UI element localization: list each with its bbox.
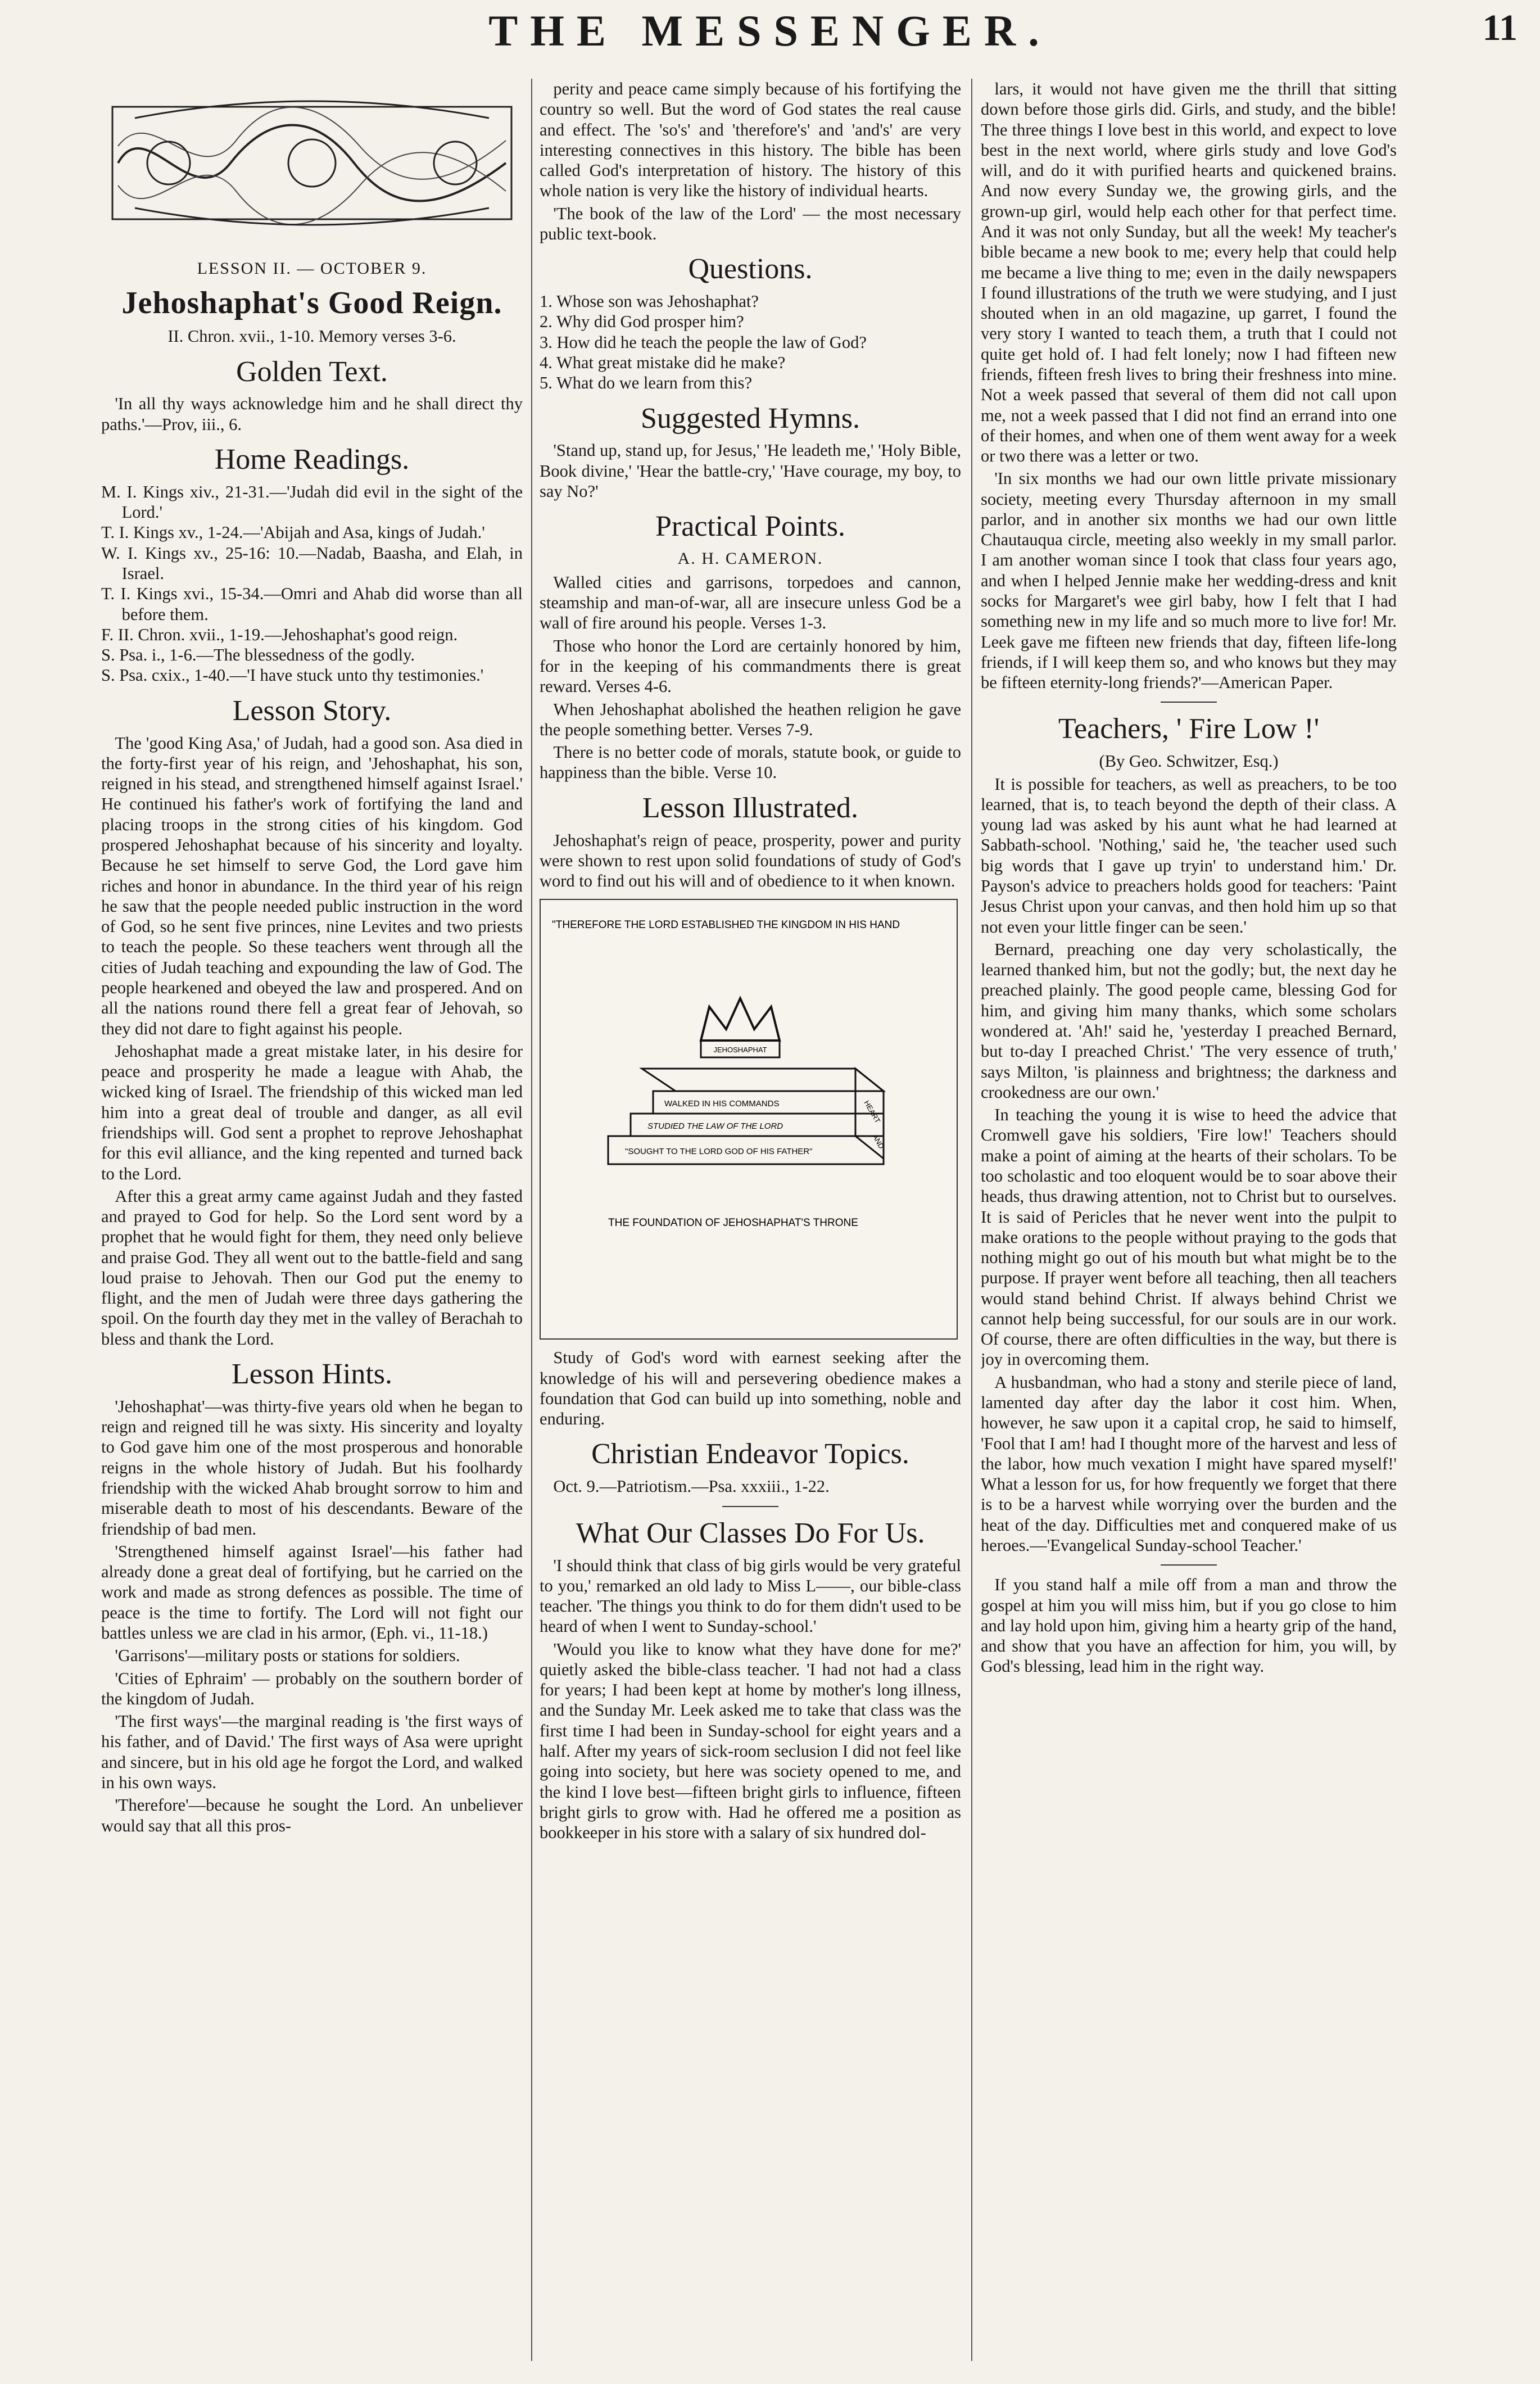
endeavor-text: Oct. 9.—Patriotism.—Psa. xxxiii., 1-22. (553, 1477, 830, 1496)
illustration-bottom-caption: THE FOUNDATION OF JEHOSHAPHAT'S THRONE (608, 1217, 858, 1229)
crown-icon (701, 998, 780, 1057)
home-readings-heading: Home Readings. (214, 444, 410, 476)
teachers-paragraph: It is possible for teachers, as well as preachers, to be too learned, that is, to teach beyond the depth of their class. A young lad was asked by his aunt what he had learned at Sabbath-school. 'Nothing,' said he, 'the teacher used such big words that I gave up tryin' to understand him.' Dr. Payson's advice to preachers holds good for teachers: 'Paint Jesus Christ upon your canvas, and then hold him up so that not even your little finger can be seen.' (981, 774, 1397, 937)
golden-text: 'In all thy ways acknowledge him and he shall direct thy paths.'—Prov, iii., 6. (101, 394, 523, 434)
illustrated-after: Study of God's word with earnest seeking after the knowledge of his will and persevering obedience makes a foundation that God can build up into something, noble and enduring. (540, 1348, 961, 1429)
story-paragraph: Jehoshaphat made a great mistake later, in his desire for peace and prosperity he made a league with Ahab, the wicked king of Israel. The friendship of this wicked man led him into a great deal of trouble and danger, as all evil friendships will. God sent a prophet to reprove Jehoshaphat for this evil alliance, and the king repented and turned back to the Lord. (101, 1041, 523, 1183)
step-three-label: "SOUGHT TO THE LORD GOD OF HIS FATHER" (625, 1147, 813, 1157)
practical-author: A. H. CAMERON. (677, 549, 823, 568)
practical-point: Those who honor the Lord are certainly honored by him, for in the keeping of his commandments there is great reward. Verses 4-6. (540, 636, 961, 696)
home-reading: S. Psa. cxix., 1-40.—'I have stuck unto thy testimonies.' (101, 666, 484, 685)
ornamental-banner-icon (101, 79, 523, 247)
endeavor-heading: Christian Endeavor Topics. (591, 1438, 909, 1471)
question: 4. What great mistake did he make? (540, 352, 786, 372)
section-divider (1161, 702, 1217, 703)
continuation-paragraph: lars, it would not have given me the thrill that sitting down before those girls did. Girls, and study, and the bible! The three things I love best in this world, and expect to love best in the next world, where girls study and love God's will, and do it with purified hearts and quickened brains. And now every Sunday we, the growing girls, and the grown-up girl, would help each other for that perfect time. And it was not only Sunday, but all the week! My teacher's bible became a new book to me; every help that could help me became a live thing to me; even in the daily newspapers I found illustrations of the truth we were studying, and I just shouted when in an old magazine, up garret, I found the very story I wanted to teach them, a truth that I could not quite get hold of. I had felt lonely; now I had fifteen new friends, fifteen fresh lives to bring their freshness into mine. Not a week passed that several of them did not call upon me, not a week passed that I did not find an errand into one of their homes, and when one of them went away for a week or two there was a letter or two. (981, 79, 1397, 466)
question: 3. How did he teach the people the law of God? (540, 332, 867, 352)
page-number: 11 (1482, 7, 1518, 48)
illustration-top-caption: "THEREFORE THE LORD ESTABLISHED THE KINGDOM IN HIS HAND (552, 919, 900, 931)
continuation-paragraph: 'In six months we had our own little private missionary society, meeting every Thursday afternoon in my small parlor, and in another six months we had our own little Chautauqua circle, meeting also weekly in my small parlor. I am another woman since I took that class four years ago, and when I helped Jennie make her wedding-dress and knit socks for Margaret's wee girl baby, how I felt that I had something new in my life and so much more to live for! Mr. Leek gave me fifteen new friends that day, fifteen life-long friends, if I will keep them so, and who knows but they may be fifteen eternity-long friends?'—American Paper. (981, 469, 1397, 693)
practical-point: There is no better code of morals, statute book, or guide to happiness than the bible. Verse 10. (540, 743, 961, 782)
teachers-paragraph: Bernard, preaching one day very scholastically, the learned thanked him, but not the godly; but, the next day he preached plainly. The good people came, blessing God for him, and giving him many thanks, which some scholars wondered at. 'Ah!' said he, 'yesterday I preached Bernard, but to-day I preached Christ.' 'The very essence of truth,' says Milton, 'is plainness and brightness; the darkness and crookedness are our own.' (981, 939, 1397, 1102)
story-paragraph: After this a great army came against Judah and they fasted and prayed to God for help. So the Lord sent word by a prophet that he would fight for them, they need only believe and praise God. They all went out to the battle-field and sang loud praise to Jehovah. Then our God put the enemy to flight, and the men of Judah were three days gathering the spoil. On the fourth day they met in the valley of Berachah to bless and thank the Lord. (101, 1186, 523, 1349)
side-label-and: AND (871, 1133, 886, 1151)
classes-paragraph: 'Would you like to know what they have done for me?' quietly asked the bible-class teacher. 'I had not had a class for years; I had been kept at home by mother's long illness, and the Sunday Mr. Leek asked me to take that class was the first time I had been in Sunday-school for eight years and a half. After my years of sick-room seclusion I did not feel like going into society, but here was society opened to me, and the kind I love best—fifteen bright girls to influence, fifteen bright girls to grow with. Had he offered me a position as bookkeeper in his store with a salary of six hundred dol- (540, 1639, 961, 1843)
lesson-hints-heading: Lesson Hints. (232, 1358, 392, 1391)
hint-paragraph: 'The first ways'—the marginal reading is 'the first ways of his father, and of David.' The first ways of Asa were upright and sincere, but in his old age he forgot the Lord, and walked in his own ways. (101, 1712, 523, 1792)
closing-paragraph: If you stand half a mile off from a man and throw the gospel at him you will miss him, but if you go close to him and lay hold upon him, giving him a hearty grip of the hand, and show that you have an affection for him, you will, by God's blessing, lead him in the right way. (981, 1575, 1397, 1676)
teachers-heading: Teachers, ' Fire Low !' (1058, 713, 1320, 745)
question: 5. What do we learn from this? (540, 373, 753, 393)
step-one-label: WALKED IN HIS COMMANDS (664, 1099, 780, 1109)
step-two-label: STUDIED THE LAW OF THE LORD (647, 1121, 783, 1132)
masthead (0, 0, 1540, 53)
lesson-reference: II. Chron. xvii., 1-10. Memory verses 3-6. (167, 327, 456, 346)
section-divider (1161, 1564, 1217, 1566)
lesson-story-heading: Lesson Story. (232, 694, 392, 727)
lesson-title: Jehoshaphat's Good Reign. (121, 285, 502, 320)
classes-paragraph: 'I should think that class of big girls would be very grateful to you,' remarked an old lady to Miss L——, our bible-class teacher. 'The things you think to do for them didn't used to be heard of when I went to Sunday-school.' (540, 1555, 961, 1636)
column-divider (971, 79, 972, 2361)
home-reading: M. I. Kings xiv., 21-31.—'Judah did evil in the sight of the Lord.' (101, 482, 523, 522)
home-reading: T. I. Kings xvi., 15-34.—Omri and Ahab did worse than all before them. (101, 584, 523, 624)
crown-label: JEHOSHAPHAT (713, 1046, 767, 1055)
sabbath-school-banner (101, 79, 523, 247)
illustrated-heading: Lesson Illustrated. (642, 791, 859, 824)
teachers-paragraph: A husbandman, who had a stony and sterile piece of land, lamented day after day the labor it cost him. When, however, he saw upon it a capital crop, he said to himself, 'Fool that I am! had I thought more of the harvest and less of the labor, how much vexation I might have spared myself!' What a lesson for us, for how frequently we forget that there is to be a harvest while worrying over the burden and the heat of the day. Difficulties met and conquered make of us heroes.—'Evangelical Sunday-school Teacher.' (981, 1372, 1397, 1555)
practical-point: Walled cities and garrisons, torpedoes and cannon, steamship and man-of-war, all are insecure unless God be a wall of fire around his people. Verses 1-3. (540, 572, 961, 633)
question: 1. Whose son was Jehoshaphat? (540, 292, 759, 311)
hint-paragraph: 'Jehoshaphat'—was thirty-five years old when he began to reign and reigned till he was sixty. His sincerity and loyalty to God gave him one of the most prosperous and honorable reigns in the whole history of Judah. But his foolhardy friendship with the wicked Ahab brought sorrow to him and miserable death to most of his descendants. Beware of the friendship of bad men. (101, 1396, 523, 1539)
side-label-heart: HEART (862, 1099, 882, 1125)
column-1 (101, 79, 523, 2361)
questions-heading: Questions. (688, 253, 813, 286)
practical-points-heading: Practical Points. (655, 510, 845, 543)
home-reading: W. I. Kings xv., 25-16: 10.—Nadab, Baasha, and Elah, in Israel. (101, 543, 523, 583)
hymns-text: 'Stand up, stand up, for Jesus,' 'He leadeth me,' 'Holy Bible, Book divine,' 'Hear the battle-cry,' 'Have courage, my boy, to say No?' (540, 441, 961, 501)
home-reading: S. Psa. i., 1-6.—The blessedness of the godly. (101, 645, 415, 665)
golden-text-heading: Golden Text. (236, 355, 388, 388)
teachers-author: (By Geo. Schwitzer, Esq.) (1099, 752, 1279, 771)
teachers-paragraph: In teaching the young it is wise to heed the advice that Cromwell gave his soldiers, 'Fire low!' Teachers should make a point of aiming at the hearts of their scholars. To be too scholastic and too eloquent would be to soar above their heads, thus drawing attention, not to Christ but to ourselves. It is said of Pericles that he never went into the pulpit to make orations to the people without praying to the gods that nothing might go out of his mouth but what might be to the purpose. If prayer went before all teaching, then all teachers would stand behind Christ. If always behind Christ we cannot help being successful, for our souls are in our work. Of course, there are often difficulties in the way, but there is joy in overcoming them. (981, 1105, 1397, 1369)
question: 2. Why did God prosper him? (540, 312, 744, 332)
column-3 (981, 79, 1397, 2361)
practical-point: When Jehoshaphat abolished the heathen religion he gave the people something better. Verses 7-9. (540, 699, 961, 739)
continuation-paragraph: perity and peace came simply because of his fortifying the country so well. But the word of God states the real cause and effect. The 'so's' and 'therefore's' and 'and's' are very interesting connectives in this history. The bible has been called God's interpretation of history. The history of this whole nation is very like the history of individual hearts. (540, 79, 961, 201)
lesson-header: LESSON II. — OCTOBER 9. (197, 259, 427, 278)
throne-foundation-diagram (541, 900, 957, 1338)
hint-paragraph: 'Strengthened himself against Israel'—his father had already done a great deal of fortifying, but he carried on the work and made as strong defences as possible. The time of peace is the time to fortify. The Lord will not fight our battles unless we are clad in his armor, (Eph. vi., 11-18.) (101, 1541, 523, 1643)
hint-paragraph: 'Garrisons'—military posts or stations for soldiers. (115, 1646, 460, 1666)
lesson-illustration (540, 899, 958, 1340)
illustrated-text: Jehoshaphat's reign of peace, prosperity, power and purity were shown to rest upon solid foundations of study of God's word to find out his will and of obedience to it when known. (540, 830, 961, 891)
home-reading: F. II. Chron. xvii., 1-19.—Jehoshaphat's good reign. (101, 625, 458, 644)
hint-paragraph: 'Cities of Ephraim' — probably on the southern border of the kingdom of Judah. (101, 1668, 523, 1708)
classes-heading: What Our Classes Do For Us. (576, 1517, 925, 1549)
column-divider (531, 79, 532, 2361)
continuation-paragraph: 'The book of the law of the Lord' — the most necessary public text-book. (540, 203, 961, 243)
column-2 (540, 79, 961, 2361)
section-divider (722, 1506, 778, 1507)
story-paragraph: The 'good King Asa,' of Judah, had a good son. Asa died in the forty-first year of his reign, and 'Jehoshaphat, his son, reigned in his stead, and strengthened himself against Israel.' He continued his father's work of fortifying the land and placing troops in the strong cities of his kingdom. God prospered Jehoshaphat because of his sincerity and loyalty. Because he set himself to serve God, the Lord gave him riches and honor in abundance. In the third year of his reign he saw that the people needed public instruction in the word of God, so he sent five princes, nine Levites and two priests to teach the people. So these teachers went through all the cities of Judah teaching and expounding the law of God. The people hearkened and obeyed the law and prospered. And on all the nations round there fell a great fear of Jehovah, so they did not dare to fight against his people. (101, 733, 523, 1038)
newspaper-title: THE MESSENGER. (488, 6, 1052, 55)
hint-paragraph: 'Therefore'—because he sought the Lord. An unbeliever would say that all this pros- (101, 1795, 523, 1835)
home-reading: T. I. Kings xv., 1-24.—'Abijah and Asa, kings of Judah.' (101, 523, 485, 542)
hymns-heading: Suggested Hymns. (641, 402, 860, 435)
